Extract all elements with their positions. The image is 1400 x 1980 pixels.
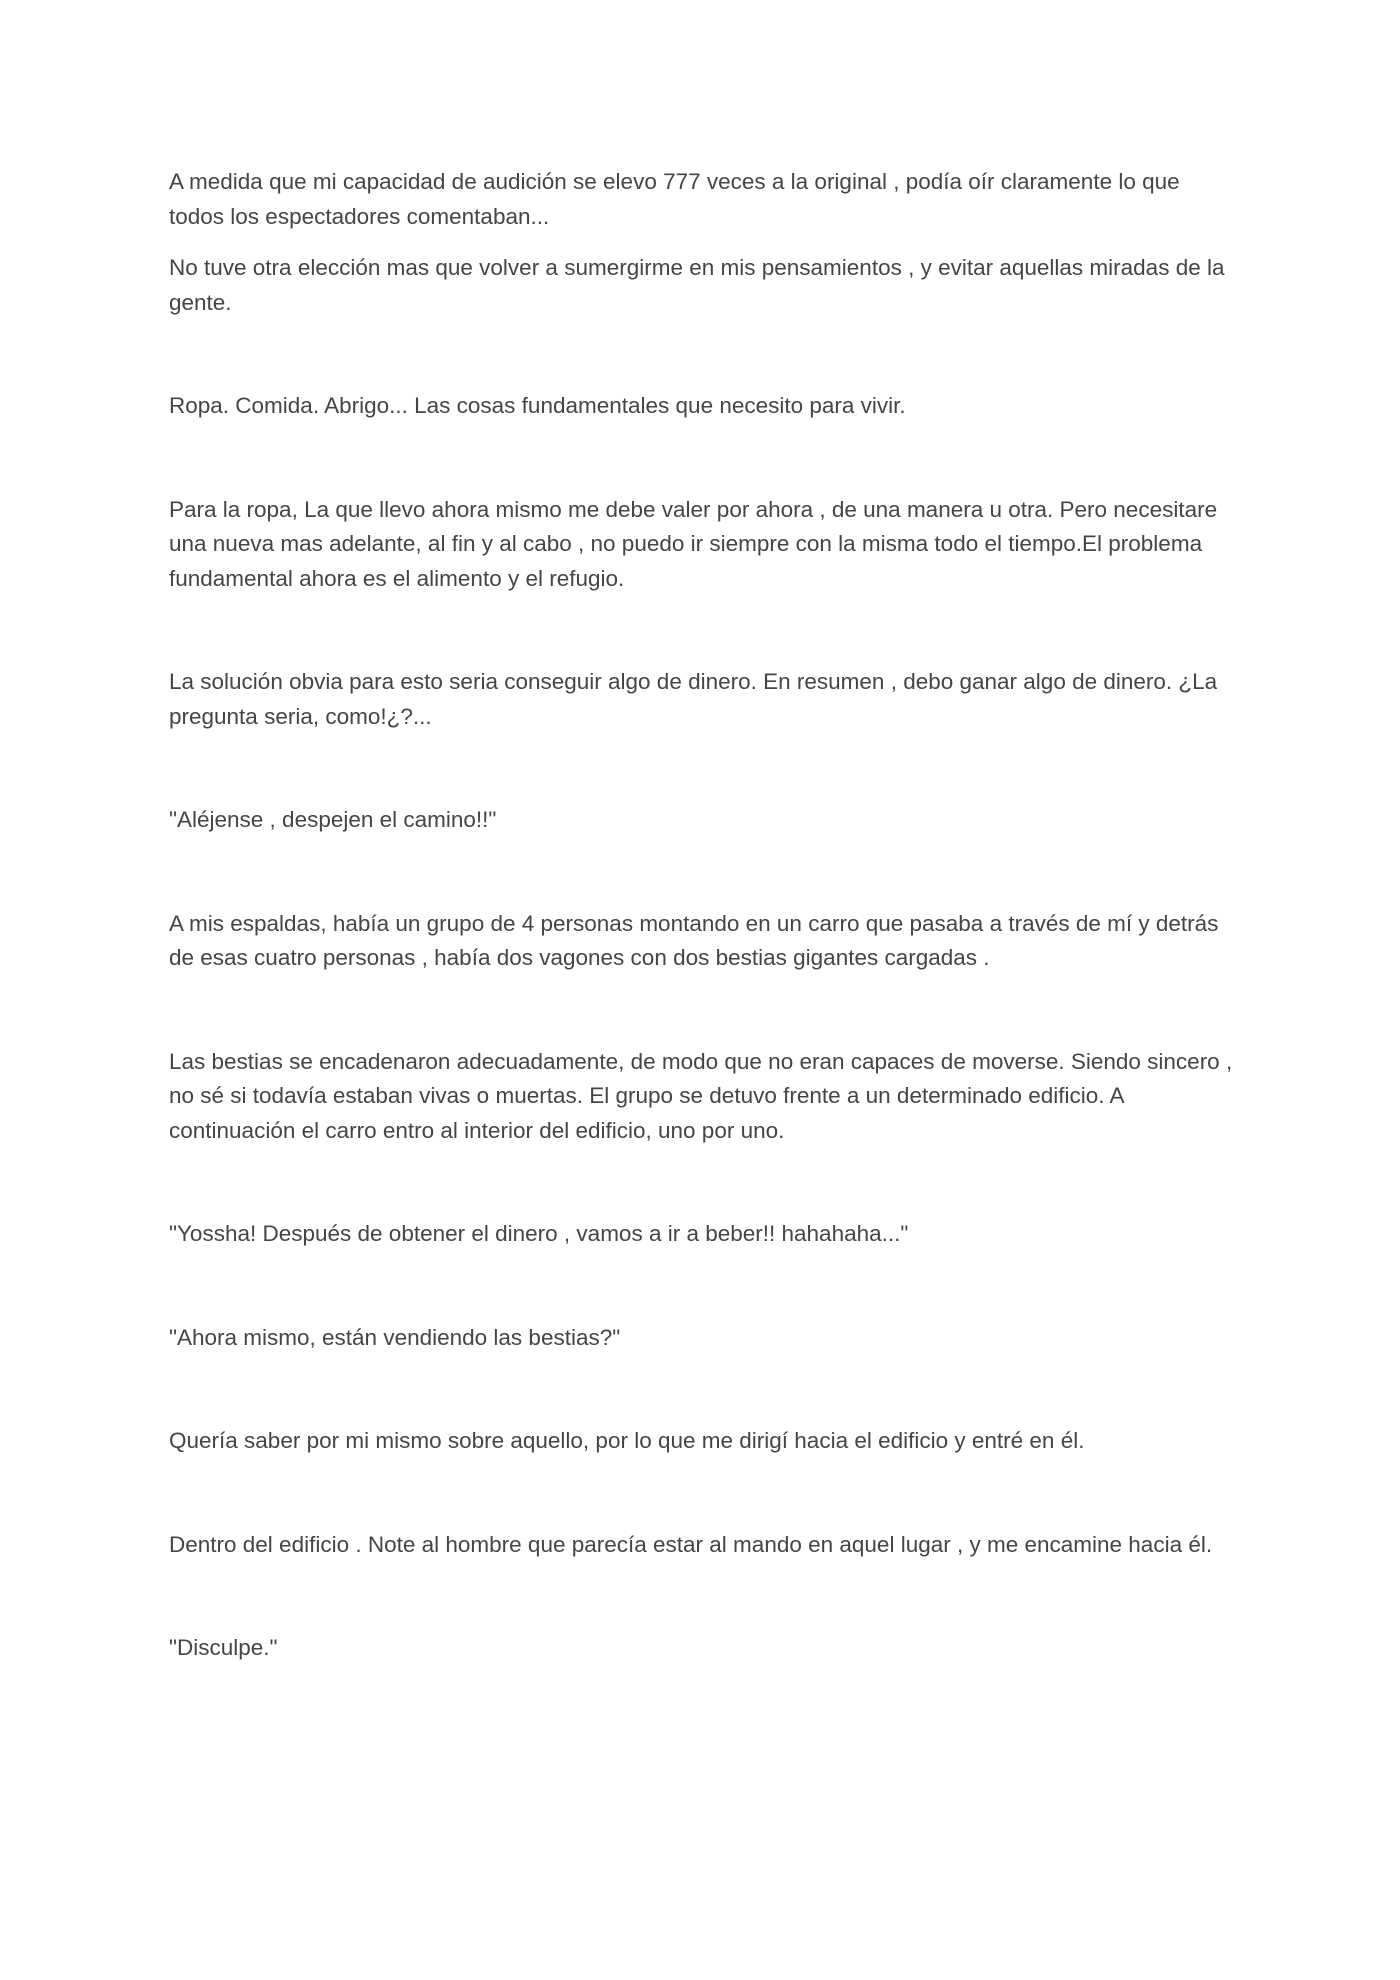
paragraph-spacer (169, 734, 1239, 803)
paragraph: Para la ropa, La que llevo ahora mismo me debe valer por ahora , de una manera u otra. Pero necesitare una nueva mas adelante, al fin y al cabo , no puedo ir siempre con la misma todo el tiempo.El problema fundamental ahora es el alimento y el refugio. (169, 496, 1218, 591)
paragraph-spacer (169, 234, 1239, 251)
paragraph: Dentro del edificio . Note al hombre que parecía estar al mando en aquel lugar , y me encamine hacia él. (169, 1531, 1213, 1557)
paragraph: "Yossha! Después de obtener el dinero , vamos a ir a beber!! hahahaha..." (169, 1221, 909, 1246)
paragraph: "Ahora mismo, están vendiendo las bestias?" (169, 1324, 621, 1350)
paragraph: A mis espaldas, había un grupo de 4 personas montando en un carro que pasaba a través de mí y detrás de esas cuatro personas , había dos vagones con dos bestias gigantes cargadas . (169, 910, 1219, 970)
document-body (169, 165, 1239, 1666)
paragraph: "Aléjense , despejen el camino!!" (169, 807, 497, 832)
paragraph: No tuve otra elección mas que volver a sumergirme en mis pensamientos , y evitar aquellas miradas de la gente. (169, 255, 1225, 315)
paragraph-spacer (169, 1355, 1239, 1424)
paragraph-spacer (169, 424, 1239, 493)
paragraph-spacer (169, 1562, 1239, 1631)
paragraph-spacer (169, 1459, 1239, 1528)
paragraph: Quería saber por mi mismo sobre aquello, por lo que me dirigí hacia el edificio y entré en él. (169, 1428, 1085, 1453)
paragraph: Ropa. Comida. Abrigo... Las cosas fundamentales que necesito para vivir. (169, 393, 906, 418)
paragraph-spacer (169, 838, 1239, 907)
paragraph-spacer (169, 976, 1239, 1045)
paragraph-spacer (169, 1148, 1239, 1217)
paragraph: A medida que mi capacidad de audición se elevo 777 veces a la original , podía oír claramente lo que todos los espectadores comentaban... (169, 169, 1180, 229)
paragraph-spacer (169, 1252, 1239, 1321)
paragraph-spacer (169, 320, 1239, 389)
paragraph-spacer (169, 596, 1239, 665)
paragraph: "Disculpe." (169, 1635, 278, 1660)
paragraph: La solución obvia para esto seria conseguir algo de dinero. En resumen , debo ganar algo de dinero. ¿La pregunta seria, como!¿?... (169, 669, 1218, 729)
paragraph: Las bestias se encadenaron adecuadamente, de modo que no eran capaces de moverse. Siendo sincero , no sé si todavía estaban vivas o muertas. El grupo se detuvo frente a un determinado edificio. A continuación el carro entro al interior del edificio, uno por uno. (169, 1048, 1233, 1143)
